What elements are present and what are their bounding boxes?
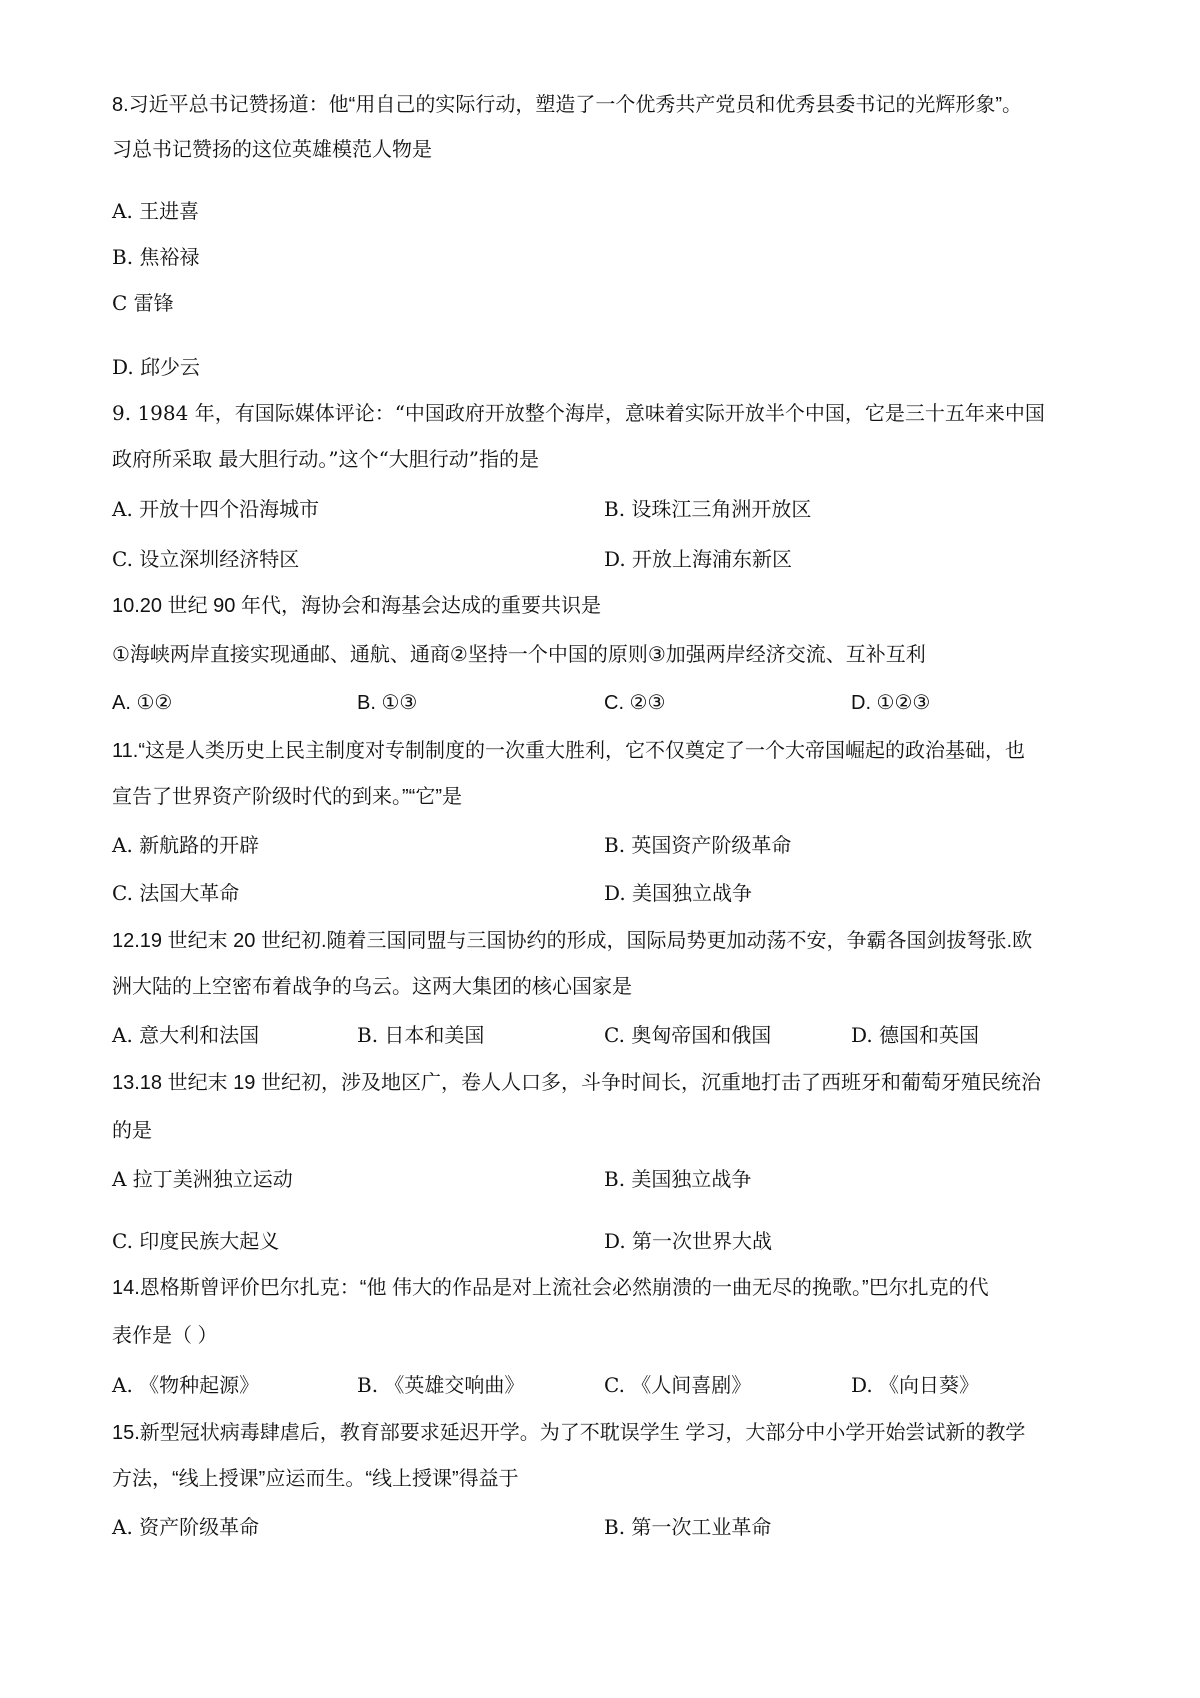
question-9-stem-line-2: 政府所采取 最大胆行动。”这个“大胆行动”指的是: [112, 447, 540, 471]
question-12-option-b: B. 日本和美国: [357, 1023, 485, 1047]
question-15-stem-line-2: 方法，“线上授课”应运而生。“线上授课”得益于: [112, 1468, 519, 1490]
question-12-option-d: D. 德国和英国: [851, 1023, 980, 1047]
question-11-option-d: D. 美国独立战争: [604, 881, 753, 905]
question-11-stem-line-1: 11.“这是人类历史上民主制度对专制制度的一次重大胜利，它不仅奠定了一个大帝国崛起的政治基础，也: [112, 740, 1025, 762]
question-13-stem-line-1: 13.18 世纪末 19 世纪初，涉及地区广，卷人人口多，斗争时间长，沉重地打击了西班牙和葡萄牙殖民统治: [112, 1072, 1041, 1094]
question-10-stem-line-2: ①海峡两岸直接实现通邮、通航、通商②坚持一个中国的原则③加强两岸经济交流、互补互利: [112, 644, 926, 666]
question-12-stem-line-2: 洲大陆的上空密布着战争的乌云。这两大集团的核心国家是: [112, 976, 632, 998]
question-14-option-b: B. 《英雄交响曲》: [357, 1373, 525, 1397]
question-10-option-a: A. ①②: [112, 692, 173, 714]
question-11-option-a: A. 新航路的开辟: [112, 833, 260, 857]
question-14-stem-line-1: 14.恩格斯曾评价巴尔扎克：“他 伟大的作品是对上流社会必然崩溃的一曲无尽的挽歌。”巴尔扎克的代: [112, 1277, 989, 1299]
question-11-stem-line-2: 宣告了世界资产阶级时代的到来。”“它”是: [112, 786, 462, 808]
question-9-option-b: B. 设珠江三角洲开放区: [604, 497, 812, 521]
question-14-stem-line-2: 表作是（ ）: [112, 1325, 218, 1347]
question-10-stem-line-1: 10.20 世纪 90 年代，海协会和海基会达成的重要共识是: [112, 595, 601, 617]
question-13-option-d: D. 第一次世界大战: [604, 1229, 773, 1253]
question-14-option-c: C. 《人间喜剧》: [604, 1373, 752, 1397]
question-13-option-b: B. 美国独立战争: [604, 1167, 752, 1191]
question-8-option-a: A. 王进喜: [112, 199, 200, 223]
question-8-stem-line-2: 习总书记赞扬的这位英雄模范人物是: [112, 137, 432, 161]
question-9-option-c: C. 设立深圳经济特区: [112, 547, 300, 571]
question-15-option-b: B. 第一次工业革命: [604, 1515, 772, 1539]
question-9-stem-line-1: 9. 1984 年，有国际媒体评论：“中国政府开放整个海岸，意味着实际开放半个中国，它是三十五年来中国: [112, 401, 1045, 425]
question-13-option-c: C. 印度民族大起义: [112, 1229, 280, 1253]
question-14-option-d: D. 《向日葵》: [851, 1373, 980, 1397]
question-12-stem-line-1: 12.19 世纪末 20 世纪初.随着三国同盟与三国协约的形成，国际局势更加动荡不安，争霸各国剑拔弩张.欧: [112, 930, 1033, 952]
question-12-option-c: C. 奥匈帝国和俄国: [604, 1023, 772, 1047]
question-15-stem-line-1: 15.新型冠状病毒肆虐后，教育部要求延迟开学。为了不耽误学生 学习，大部分中小学开始尝试新的教学: [112, 1422, 1026, 1444]
question-13-option-a: A 拉丁美洲独立运动: [112, 1167, 293, 1191]
question-11-option-b: B. 英国资产阶级革命: [604, 833, 792, 857]
question-8-option-c: C 雷锋: [112, 291, 174, 315]
question-11-option-c: C. 法国大革命: [112, 881, 240, 905]
question-10-option-d: D. ①②③: [851, 692, 931, 714]
question-10-option-c: C. ②③: [604, 692, 666, 714]
question-10-option-b: B. ①③: [357, 692, 418, 714]
question-9-option-a: A. 开放十四个沿海城市: [112, 497, 320, 521]
question-9-option-d: D. 开放上海浦东新区: [604, 547, 793, 571]
question-12-option-a: A. 意大利和法国: [112, 1023, 260, 1047]
question-15-option-a: A. 资产阶级革命: [112, 1515, 260, 1539]
question-8-option-b: B. 焦裕禄: [112, 245, 200, 269]
question-8-option-d: D. 邱少云: [112, 355, 201, 379]
question-13-stem-line-2: 的是: [112, 1120, 152, 1142]
question-14-option-a: A. 《物种起源》: [112, 1373, 260, 1397]
question-8-stem-line-1: 8.习近平总书记赞扬道：他“用自己的实际行动，塑造了一个优秀共产党员和优秀县委书记的光辉形象”。: [112, 94, 1022, 116]
